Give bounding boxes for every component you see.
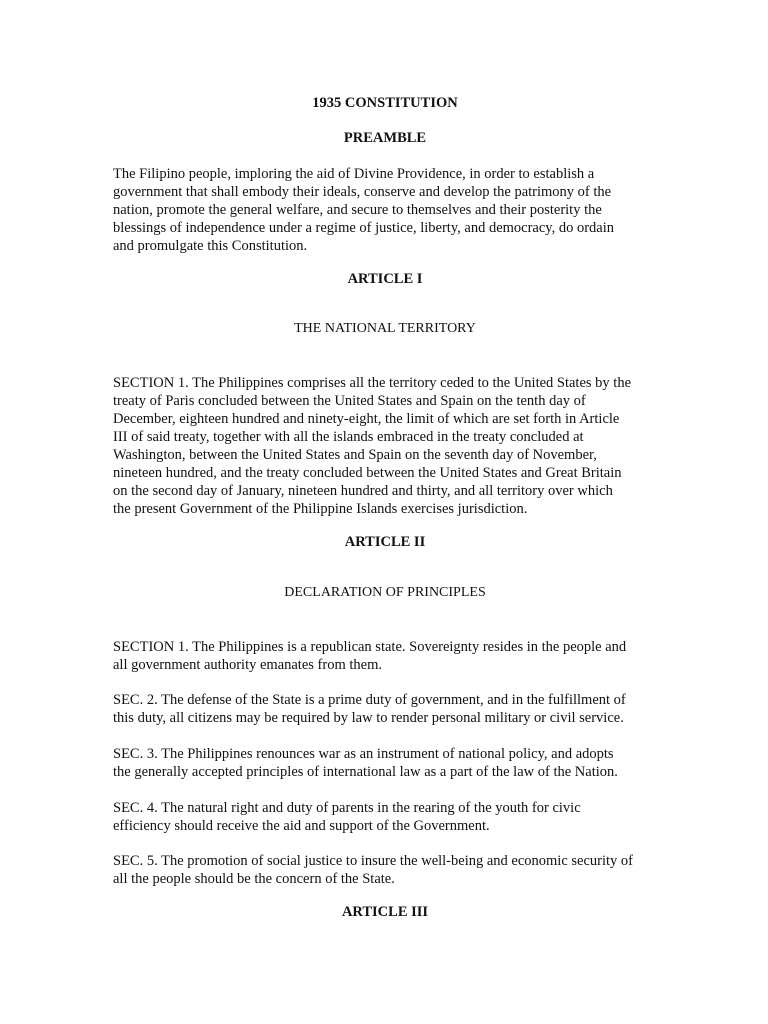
section-line: on the second day of January, nineteen hundred and thirty, and all territory over which (113, 483, 613, 499)
preamble-line: nation, promote the general welfare, and secure to themselves and their posterity the (113, 202, 602, 218)
section-line: Washington, between the United States and Spain on the seventh day of November, (113, 447, 597, 463)
preamble-heading: PREAMBLE (343, 130, 427, 146)
section-line: SEC. 5. The promotion of social justice to insure the well-being and economic security of (113, 853, 634, 869)
section-line: this duty, all citizens may be required by law to render personal military or civil service. (113, 710, 624, 726)
section-line: December, eighteen hundred and ninety-eight, the limit of which are set forth in Article (113, 411, 620, 427)
section-line: the generally accepted principles of international law as a part of the law of the Nation. (113, 764, 618, 780)
document-title: 1935 CONSTITUTION (312, 95, 458, 111)
section-line: the present Government of the Philippine Islands exercises jurisdiction. (113, 501, 528, 517)
preamble-line: and promulgate this Constitution. (113, 238, 308, 254)
section-line: SECTION 1. The Philippines comprises all the territory ceded to the United States by the (113, 375, 632, 391)
article-3-heading: ARTICLE III (341, 904, 429, 920)
article-1-subheading: THE NATIONAL TERRITORY (294, 321, 476, 336)
section-line: SEC. 2. The defense of the State is a prime duty of government, and in the fulfillment of (113, 692, 626, 708)
article-1-heading: ARTICLE I (347, 271, 423, 287)
section-line: all the people should be the concern of the State. (113, 871, 395, 887)
article-2-heading: ARTICLE II (344, 534, 426, 550)
preamble-line: blessings of independence under a regime of justice, liberty, and democracy, do ordain (113, 220, 615, 236)
preamble-line: The Filipino people, imploring the aid of Divine Providence, in order to establish a (113, 166, 595, 182)
article-2-section-4 (113, 799, 657, 835)
preamble-paragraph (113, 165, 657, 255)
article-2-section-5 (113, 852, 657, 888)
section-line: SEC. 3. The Philippines renounces war as an instrument of national policy, and adopts (113, 746, 614, 762)
section-line: SECTION 1. The Philippines is a republican state. Sovereignty resides in the people and (113, 639, 627, 655)
preamble-line: government that shall embody their ideals, conserve and develop the patrimony of the (113, 184, 612, 200)
section-line: efficiency should receive the aid and support of the Government. (113, 818, 490, 834)
section-line: III of said treaty, together with all the islands embraced in the treaty concluded at (113, 429, 584, 445)
section-line: SEC. 4. The natural right and duty of parents in the rearing of the youth for civic (113, 800, 581, 816)
article-2-subheading: DECLARATION OF PRINCIPLES (284, 585, 486, 600)
section-line: treaty of Paris concluded between the United States and Spain on the tenth day of (113, 393, 586, 409)
article-2-section-1 (113, 638, 657, 674)
section-line: all government authority emanates from them. (113, 657, 382, 673)
section-line: nineteen hundred, and the treaty concluded between the United States and Great Britain (113, 465, 622, 481)
article-1-section-1 (113, 374, 657, 518)
article-2-section-3 (113, 745, 657, 781)
article-2-section-2 (113, 691, 657, 727)
